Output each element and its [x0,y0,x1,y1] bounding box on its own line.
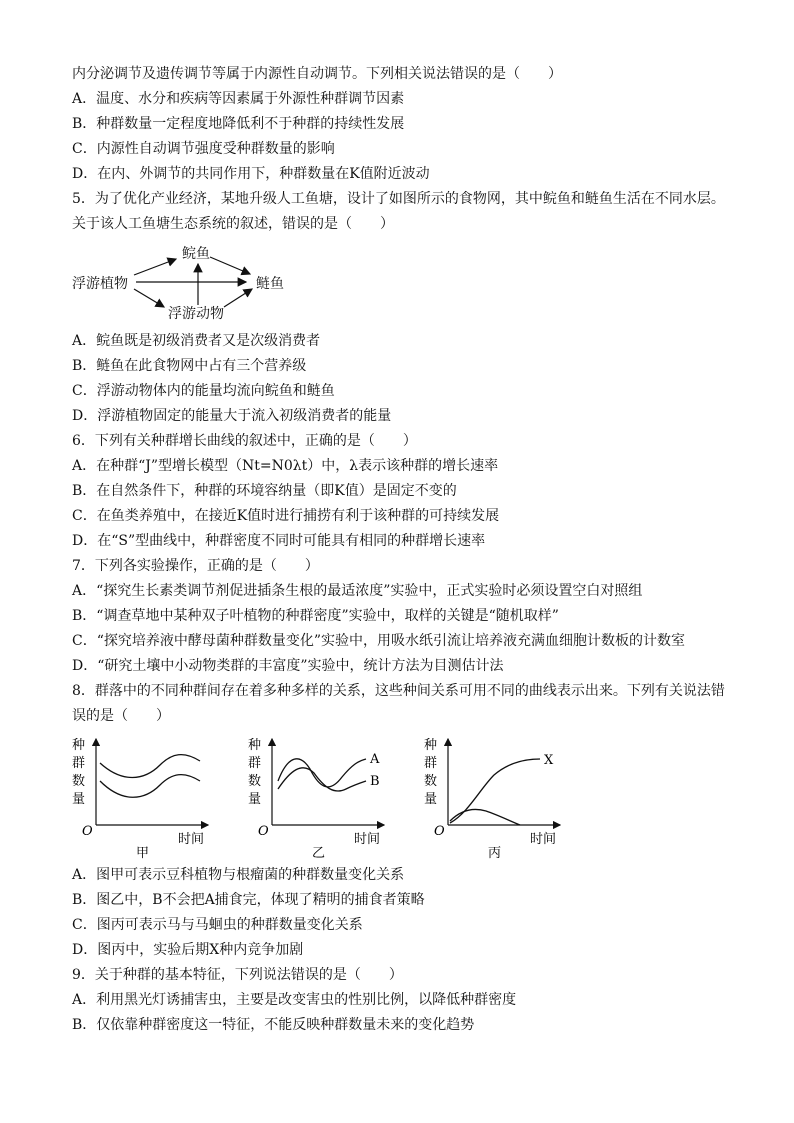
graph-yi-label-a: A [370,752,380,767]
graph-yi-ylabel-3: 数 [248,774,262,789]
graph-bing-curve-x [450,759,540,823]
q6-option-b: B．在自然条件下，种群的环境容纳量（即K值）是固定不变的 [72,483,457,499]
graph-bing-curve-other [450,809,520,825]
q6-option-a: A．在种群“J”型增长模型（Nt=N0λt）中，λ表示该种群的增长速率 [72,458,499,474]
graph-bing-ylabel-2: 群 [424,756,438,771]
food-web-fish1: 鲩鱼 [182,246,210,262]
graph-bing-xlabel: 时间 [530,832,557,847]
q8-option-c: C．图丙可表示马与马蛔虫的种群数量变化关系 [72,917,363,933]
food-web-producer: 浮游植物 [72,276,128,292]
graph-yi-origin: O [258,824,269,839]
graph-jia-curve-lower [100,775,200,798]
q8-option-d: D．图丙中，实验后期X种内竞争加剧 [72,942,304,958]
graph-yi-label-b: B [370,774,380,789]
graph-jia-curve-upper [100,755,200,778]
graph-bing [424,738,560,861]
q9-option-b: B．仅依靠种群密度这一特征，不能反映种群数量未来的变化趋势 [72,1017,475,1033]
graph-yi-ylabel-2: 群 [248,756,262,771]
graph-yi-xlabel: 时间 [354,832,381,847]
q4-stem: 内分泌调节及遗传调节等属于内源性自动调节。下列相关说法错误的是（ ） [72,66,562,82]
graph-jia-ylabel-4: 量 [72,792,86,807]
q7-stem: 7．下列各实验操作，正确的是（ ） [72,558,319,574]
food-web-diagram [72,237,732,329]
arrow-producer-to-fish1 [134,259,176,275]
graph-jia-ylabel-2: 群 [72,756,86,771]
arrow-producer-to-zoo [134,289,164,307]
graph-jia-origin: O [82,824,93,839]
graph-bing-origin: O [434,824,445,839]
q8-option-b: B．图乙中，B不会把A捕食完，体现了精明的捕食者策略 [72,892,425,908]
graph-jia-ylabel-3: 数 [72,774,86,789]
q5-stem-line2: 关于该人工鱼塘生态系统的叙述，错误的是（ ） [72,216,394,232]
q4-option-b: B．种群数量一定程度地降低利不于种群的持续性发展 [72,116,405,132]
graph-yi-ylabel-1: 种 [248,738,262,753]
exam-page [72,62,732,1038]
q9-option-a: A．利用黑光灯诱捕害虫，主要是改变害虫的性别比例，以降低种群密度 [72,992,517,1008]
q8-option-a: A．图甲可表示豆科植物与根瘤菌的种群数量变化关系 [72,867,405,883]
graph-yi-curve-b [278,768,366,791]
food-web-zoo: 浮游动物 [168,306,224,322]
q5-option-a: A．鲩鱼既是初级消费者又是次级消费者 [72,333,321,349]
arrow-zoo-to-fish2 [224,289,252,307]
graph-bing-name: 丙 [488,846,502,861]
graph-yi [248,738,384,861]
q6-stem: 6．下列有关种群增长曲线的叙述中，正确的是（ ） [72,433,417,449]
q7-option-c: C．“探究培养液中酵母菌种群数量变化”实验中，用吸水纸引流让培养液充满血细胞计数板的计数室 [72,633,686,649]
food-web-fish2: 鲢鱼 [256,276,284,292]
q8-graphs [72,733,732,861]
q5-option-d: D．浮游植物固定的能量大于流入初级消费者的能量 [72,408,392,424]
q5-option-b: B．鲢鱼在此食物网中占有三个营养级 [72,358,307,374]
q8-stem-line2: 误的是（ ） [72,708,170,724]
graph-yi-name: 乙 [312,846,326,861]
q7-option-b: B．“调查草地中某种双子叶植物的种群密度”实验中，取样的关键是“随机取样” [72,608,559,624]
graph-jia [72,738,208,861]
graph-bing-ylabel-1: 种 [424,738,438,753]
graph-yi-ylabel-4: 量 [248,792,262,807]
q7-option-d: D．“研究土壤中小动物类群的丰富度”实验中，统计方法为目测估计法 [72,658,504,674]
q9-stem: 9．关于种群的基本特征，下列说法错误的是（ ） [72,967,403,983]
q4-option-a: A．温度、水分和疾病等因素属于外源性种群调节因素 [72,91,405,107]
q5-stem-line1: 5．为了优化产业经济，某地升级人工鱼塘，设计了如图所示的食物网，其中鲩鱼和鲢鱼生活在不同水层。 [72,191,725,207]
graph-jia-xlabel: 时间 [178,832,205,847]
graph-jia-ylabel-1: 种 [72,738,86,753]
q5-option-c: C．浮游动物体内的能量均流向鲩鱼和鲢鱼 [72,383,335,399]
arrow-fish1-to-fish2 [210,257,250,274]
graph-jia-name: 甲 [136,846,150,861]
graph-bing-label-x: X [544,753,554,768]
graph-bing-ylabel-4: 量 [424,792,438,807]
q6-option-d: D．在“S”型曲线中，种群密度不同时可能具有相同的种群增长速率 [72,533,486,549]
q8-graphs-svg [72,733,732,861]
q6-option-c: C．在鱼类养殖中，在接近K值时进行捕捞有利于该种群的可持续发展 [72,508,500,524]
q8-stem-line1: 8．群落中的不同种群间存在着多种多样的关系，这些种间关系可用不同的曲线表示出来。下列有关说法错 [72,683,725,699]
q4-option-c: C．内源性自动调节强度受种群数量的影响 [72,141,335,157]
q7-option-a: A．“探究生长素类调节剂促进插条生根的最适浓度”实验中，正式实验时必须设置空白对照组 [72,583,643,599]
graph-bing-ylabel-3: 数 [424,774,438,789]
q4-option-d: D．在内、外调节的共同作用下，种群数量在K值附近波动 [72,166,430,182]
